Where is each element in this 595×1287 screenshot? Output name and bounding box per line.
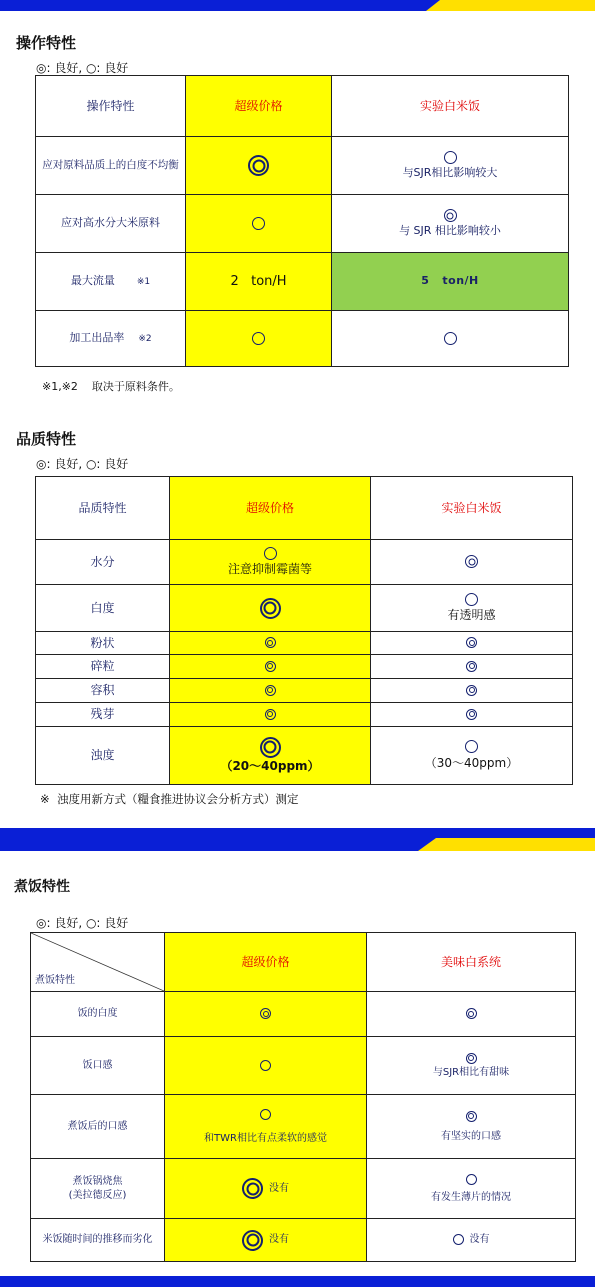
row-label: 白度 xyxy=(36,585,170,632)
table-row xyxy=(31,1159,576,1219)
row-label: 煮饭锅烧焦 (美拉德反应) xyxy=(31,1159,165,1219)
header-cell: 实验白米饭 xyxy=(371,477,573,540)
row-label: 应对原料品质上的白度不均衡 xyxy=(36,137,186,195)
circle-icon xyxy=(260,1109,271,1120)
flow-value: 2 ton/H xyxy=(186,253,332,311)
double-circle-icon xyxy=(265,661,276,672)
footnote-mark: ※1 xyxy=(136,277,151,288)
cell-note: 没有 xyxy=(469,1233,490,1245)
row-label: 浊度 xyxy=(36,727,170,785)
bottom-banner xyxy=(0,1276,595,1287)
double-circle-icon xyxy=(466,637,477,648)
row-label: 饭的白度 xyxy=(31,992,165,1037)
cell-note: （20～40ppm） xyxy=(220,758,320,773)
header-cell: 超级价格 xyxy=(170,477,371,540)
double-circle-icon xyxy=(260,737,281,758)
double-circle-icon xyxy=(260,1008,271,1019)
operation-table xyxy=(35,75,569,367)
double-circle-icon xyxy=(466,1053,477,1064)
legend-cooking: ◎: 良好, ○: 良好 xyxy=(36,916,129,930)
circle-icon xyxy=(465,593,478,606)
cell-note: 与SJR相比有甜味 xyxy=(432,1067,510,1079)
row-label: 饭口感 xyxy=(31,1037,165,1095)
table-row xyxy=(36,253,569,311)
double-circle-icon xyxy=(242,1178,263,1199)
cell-note: 与SJR相比影响较大 xyxy=(402,165,498,179)
row-label: 碎粒 xyxy=(36,655,170,679)
circle-icon xyxy=(444,332,457,345)
table-row xyxy=(36,540,573,585)
row-label: 煮饭后的口感 xyxy=(31,1095,165,1159)
cell-note: 有发生薄片的情况 xyxy=(431,1192,511,1204)
double-circle-icon xyxy=(466,1008,477,1019)
table-row xyxy=(36,311,569,367)
table-row xyxy=(36,137,569,195)
diagonal-header-cell xyxy=(31,933,165,992)
table-row xyxy=(36,703,573,727)
row-label: 米饭随时间的推移而劣化 xyxy=(31,1219,165,1262)
double-circle-icon xyxy=(466,709,477,720)
double-circle-icon xyxy=(265,637,276,648)
cell-note: 和TWR相比有点柔软的感觉 xyxy=(204,1132,327,1144)
table-row xyxy=(36,727,573,785)
table-row xyxy=(36,585,573,632)
circle-icon xyxy=(260,1060,271,1071)
double-circle-icon xyxy=(260,598,281,619)
cell-note: 有透明感 xyxy=(447,608,496,623)
section-title-quality: 品质特性 xyxy=(16,430,77,448)
flow-value-highlight: 5 ton/H xyxy=(332,253,569,311)
double-circle-icon xyxy=(248,155,269,176)
double-circle-icon xyxy=(242,1230,263,1251)
double-circle-icon xyxy=(466,1111,477,1122)
header-cell: 超级价格 xyxy=(186,76,332,137)
header-cell: 美味白系统 xyxy=(367,933,576,992)
header-cell: 超级价格 xyxy=(165,933,367,992)
row-label: 应对高水分大米原料 xyxy=(36,195,186,253)
top-banner xyxy=(0,0,595,11)
row-label: 粉状 xyxy=(36,632,170,655)
circle-icon xyxy=(252,332,265,345)
cell-note: 有坚实的口感 xyxy=(441,1131,501,1143)
cell-note: 没有 xyxy=(269,1234,289,1246)
header-cell: 品质特性 xyxy=(36,477,170,540)
circle-icon xyxy=(465,740,478,753)
footnote-operation: ※1,※2 取决于原料条件。 xyxy=(42,380,180,393)
row-label: 残芽 xyxy=(36,703,170,727)
double-circle-icon xyxy=(466,685,477,696)
circle-icon xyxy=(444,151,457,164)
header-cell: 操作特性 xyxy=(36,76,186,137)
section-title-operation: 操作特性 xyxy=(16,34,77,52)
legend-quality: ◎: 良好, ○: 良好 xyxy=(36,457,129,471)
row-label: 最大流量 xyxy=(70,274,115,288)
row-label: 容积 xyxy=(36,679,170,703)
table-row xyxy=(31,1095,576,1159)
cooking-table xyxy=(30,932,576,1262)
header-cell: 实验白米饭 xyxy=(332,76,569,137)
table-row xyxy=(31,992,576,1037)
footnote-quality: ※ 浊度用新方式（糧食推进协议会分析方式）测定 xyxy=(40,792,299,806)
quality-table xyxy=(35,476,573,785)
table-row xyxy=(36,679,573,703)
footnote-mark: ※2 xyxy=(138,334,152,345)
cell-note: 注意抑制霉菌等 xyxy=(227,562,312,577)
double-circle-icon xyxy=(465,555,478,568)
row-label: 加工出品率 xyxy=(69,331,125,345)
double-circle-icon xyxy=(265,685,276,696)
circle-icon xyxy=(466,1174,477,1185)
cell-note: （30～40ppm） xyxy=(424,755,519,770)
section-title-cooking: 煮饭特性 xyxy=(14,879,70,895)
header-cell: 煮饭特性 xyxy=(35,974,75,986)
circle-icon xyxy=(453,1234,464,1245)
cell-note: 没有 xyxy=(269,1182,289,1194)
table-row xyxy=(31,1219,576,1262)
double-circle-icon xyxy=(444,209,457,222)
table-row xyxy=(36,195,569,253)
double-circle-icon xyxy=(466,661,477,672)
legend-operation: ◎: 良好, ○: 良好 xyxy=(36,61,129,75)
mid-banner xyxy=(0,828,595,851)
circle-icon xyxy=(264,547,277,560)
double-circle-icon xyxy=(265,709,276,720)
cell-note: 与 SJR 相比影响较小 xyxy=(399,223,501,237)
table-row xyxy=(36,655,573,679)
table-row xyxy=(36,632,573,655)
row-label: 水分 xyxy=(36,540,170,585)
table-row xyxy=(31,1037,576,1095)
circle-icon xyxy=(252,217,265,230)
